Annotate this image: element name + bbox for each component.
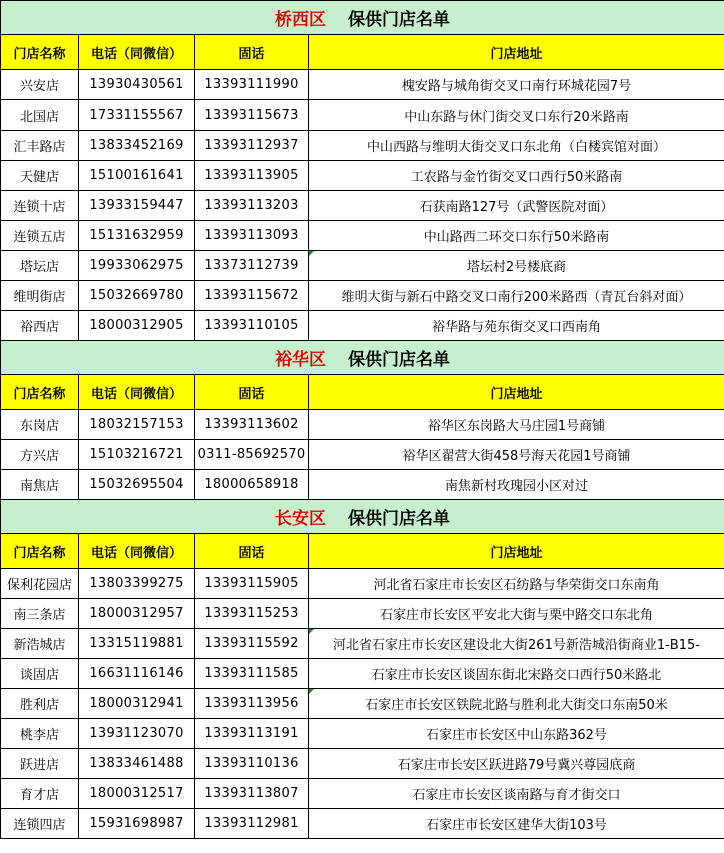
phone-cell: 13315119881: [79, 629, 195, 659]
phone-cell: 13930430561: [79, 70, 195, 100]
store-name-cell: 保利花园店: [1, 569, 79, 599]
address-cell: 中山西路与维明大街交叉口东北角（白楼宾馆对面）: [309, 131, 724, 161]
table-row: [1, 70, 724, 100]
table-row: [1, 100, 724, 131]
header-store-name: 门店名称: [1, 534, 79, 569]
landline-cell: 13393111585: [195, 659, 309, 689]
district-title: [1, 500, 724, 534]
address-cell: 石家庄市长安区谈固东街北宋路交口西行50米路北: [309, 659, 724, 689]
table-row: [1, 659, 724, 689]
table-row: [1, 410, 724, 440]
phone-cell: 13803399275: [79, 569, 195, 599]
landline-cell: 0311-85692570: [195, 440, 309, 470]
landline-cell: 13393113093: [195, 221, 309, 251]
phone-cell: 17331155567: [79, 100, 195, 131]
phone-cell: 15032695504: [79, 470, 195, 500]
address-cell: 维明大街与新石中路交叉口南行200米路西（青瓦台斜对面）: [309, 281, 724, 311]
store-name-cell: 方兴店: [1, 440, 79, 470]
store-name-cell: 连锁四店: [1, 809, 79, 839]
table-row: [1, 470, 724, 500]
table-row: [1, 749, 724, 779]
landline-cell: 13393112937: [195, 131, 309, 161]
table-row: [1, 311, 724, 341]
table-row: [1, 599, 724, 629]
landline-cell: 13393115253: [195, 599, 309, 629]
landline-cell: 13393112981: [195, 809, 309, 839]
landline-cell: 13393111990: [195, 70, 309, 100]
table-row: [1, 131, 724, 161]
district-title-row: [1, 1, 724, 35]
district-title-suffix: 保供门店名单: [348, 509, 450, 529]
phone-cell: 18032157153: [79, 410, 195, 440]
address-cell: 石家庄市长安区中山东路362号: [309, 719, 724, 749]
store-name-cell: 北国店: [1, 100, 79, 131]
table-row: [1, 440, 724, 470]
address-cell: 裕华区翟营大街458号海天花园1号商铺: [309, 440, 724, 470]
phone-cell: 15032669780: [79, 281, 195, 311]
landline-cell: 13393113956: [195, 689, 309, 719]
address-cell: 工农路与金竹街交叉口西行50米路南: [309, 161, 724, 191]
table-row: [1, 281, 724, 311]
phone-cell: 15103216721: [79, 440, 195, 470]
table-row: [1, 719, 724, 749]
store-name-cell: 南焦店: [1, 470, 79, 500]
header-phone: 电话（同微信）: [79, 534, 195, 569]
header-store-name: 门店名称: [1, 375, 79, 410]
store-name-cell: 裕西店: [1, 311, 79, 341]
store-name-cell: 兴安店: [1, 70, 79, 100]
landline-cell: 13393110136: [195, 749, 309, 779]
district-title: [1, 341, 724, 375]
address-cell: 裕华区东岗路大马庄园1号商铺: [309, 410, 724, 440]
phone-cell: 13931123070: [79, 719, 195, 749]
district-title-row: [1, 341, 724, 375]
phone-cell: 18000312905: [79, 311, 195, 341]
district-title-suffix: 保供门店名单: [348, 10, 450, 30]
header-phone: 电话（同微信）: [79, 35, 195, 70]
landline-cell: 13393115592: [195, 629, 309, 659]
store-name-cell: 连锁五店: [1, 221, 79, 251]
table-row: [1, 191, 724, 221]
district-name: 长安区: [275, 509, 326, 529]
address-cell: 塔坛村2号楼底商: [309, 251, 724, 281]
table-row: [1, 161, 724, 191]
district-title: [1, 1, 724, 35]
store-name-cell: 塔坛店: [1, 251, 79, 281]
table-row: [1, 779, 724, 809]
landline-cell: 18000658918: [195, 470, 309, 500]
store-name-cell: 育才店: [1, 779, 79, 809]
store-name-cell: 连锁十店: [1, 191, 79, 221]
landline-cell: 13393115673: [195, 100, 309, 131]
table-row: [1, 689, 724, 719]
landline-cell: 13393110105: [195, 311, 309, 341]
store-name-cell: 东岗店: [1, 410, 79, 440]
district-title-row: [1, 500, 724, 534]
district-name: 裕华区: [275, 350, 326, 370]
store-name-cell: 谈固店: [1, 659, 79, 689]
store-name-cell: 新浩城店: [1, 629, 79, 659]
address-cell: 槐安路与城角街交叉口南行环城花园7号: [309, 70, 724, 100]
column-header-row: [1, 375, 724, 410]
phone-cell: 13833461488: [79, 749, 195, 779]
store-name-cell: 天健店: [1, 161, 79, 191]
landline-cell: 13393113905: [195, 161, 309, 191]
address-cell: 石获南路127号（武警医院对面）: [309, 191, 724, 221]
store-name-cell: 桃李店: [1, 719, 79, 749]
header-landline: 固话: [195, 534, 309, 569]
landline-cell: 13393115905: [195, 569, 309, 599]
store-table-body: [1, 1, 724, 839]
phone-cell: 18000312941: [79, 689, 195, 719]
address-cell: 石家庄市长安区平安北大街与栗中路交口东北角: [309, 599, 724, 629]
landline-cell: 13393113807: [195, 779, 309, 809]
table-row: [1, 809, 724, 839]
header-landline: 固话: [195, 35, 309, 70]
phone-cell: 16631116146: [79, 659, 195, 689]
phone-cell: 15100161641: [79, 161, 195, 191]
district-name: 桥西区: [275, 10, 326, 30]
table-row: [1, 629, 724, 659]
table-row: [1, 251, 724, 281]
address-cell: 南焦新村玫瑰园小区对过: [309, 470, 724, 500]
header-address: 门店地址: [309, 35, 724, 70]
store-name-cell: 南三条店: [1, 599, 79, 629]
phone-cell: 19933062975: [79, 251, 195, 281]
landline-cell: 13373112739: [195, 251, 309, 281]
table-row: [1, 221, 724, 251]
store-name-cell: 汇丰路店: [1, 131, 79, 161]
address-cell: 河北省石家庄市长安区建设北大街261号新浩城沿街商业1-B15-: [309, 629, 724, 659]
address-cell: 石家庄市长安区铁院北路与胜利北大街交口东南50米: [309, 689, 724, 719]
address-cell: 石家庄市长安区建华大街103号: [309, 809, 724, 839]
district-title-suffix: 保供门店名单: [348, 350, 450, 370]
landline-cell: 13393113203: [195, 191, 309, 221]
address-cell: 河北省石家庄市长安区石纺路与华荣街交口东南角: [309, 569, 724, 599]
phone-cell: 15931698987: [79, 809, 195, 839]
phone-cell: 13833452169: [79, 131, 195, 161]
store-name-cell: 胜利店: [1, 689, 79, 719]
landline-cell: 13393115672: [195, 281, 309, 311]
store-name-cell: 维明街店: [1, 281, 79, 311]
phone-cell: 13933159447: [79, 191, 195, 221]
phone-cell: 18000312957: [79, 599, 195, 629]
header-store-name: 门店名称: [1, 35, 79, 70]
landline-cell: 13393113602: [195, 410, 309, 440]
header-phone: 电话（同微信）: [79, 375, 195, 410]
address-cell: 石家庄市长安区谈南路与育才街交口: [309, 779, 724, 809]
address-cell: 中山东路与休门街交叉口东行20米路南: [309, 100, 724, 131]
header-address: 门店地址: [309, 375, 724, 410]
address-cell: 中山路西二环交口东行50米路南: [309, 221, 724, 251]
header-landline: 固话: [195, 375, 309, 410]
address-cell: 裕华路与苑东街交叉口西南角: [309, 311, 724, 341]
phone-cell: 18000312517: [79, 779, 195, 809]
store-name-cell: 跃进店: [1, 749, 79, 779]
address-cell: 石家庄市长安区跃进路79号冀兴尊园底商: [309, 749, 724, 779]
landline-cell: 13393113191: [195, 719, 309, 749]
column-header-row: [1, 534, 724, 569]
column-header-row: [1, 35, 724, 70]
header-address: 门店地址: [309, 534, 724, 569]
phone-cell: 15131632959: [79, 221, 195, 251]
table-row: [1, 569, 724, 599]
